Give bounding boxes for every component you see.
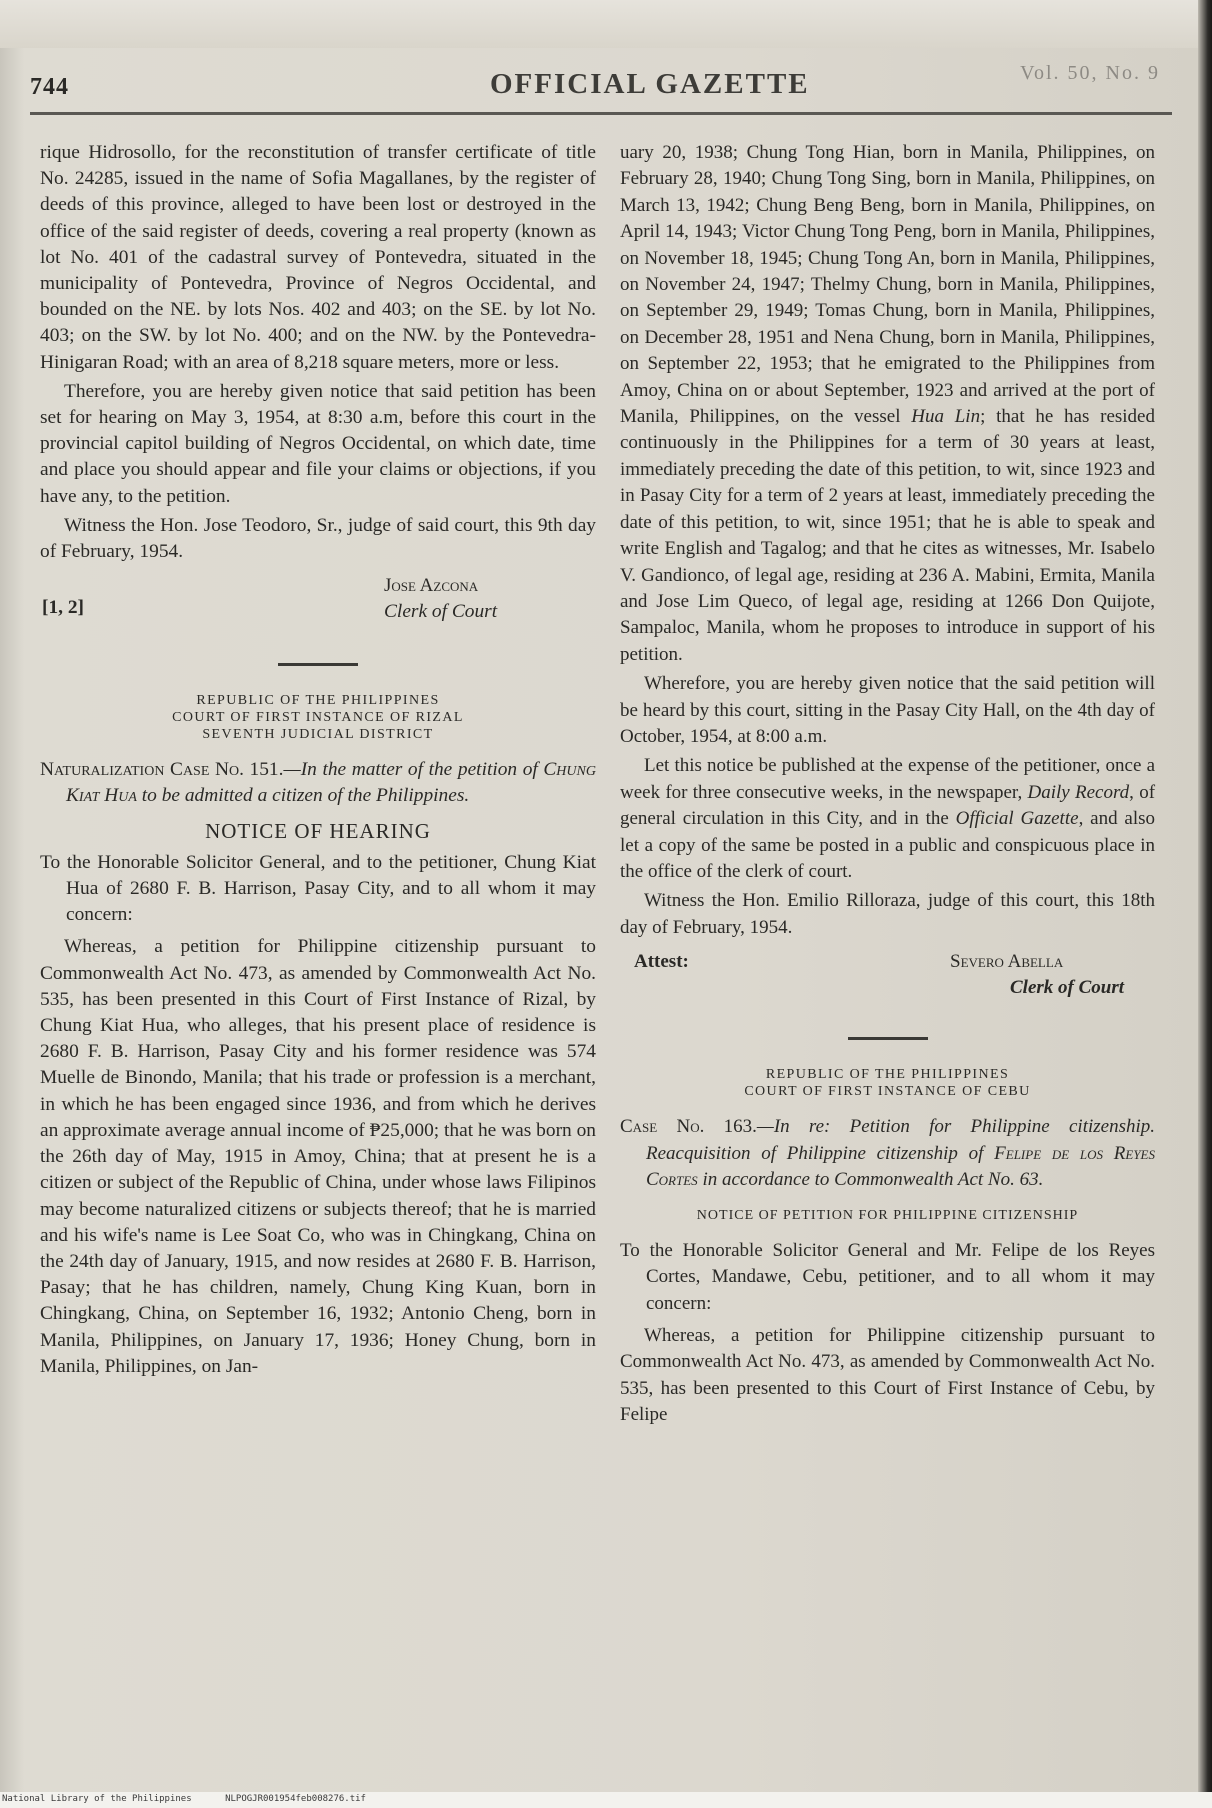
left-paragraph-4: Whereas, a petition for Philippine citizenship pursuant to Commonwealth Act No. 473, as amended by Commonwealth Act No. 535, has been presented in this Court of First Instance of Rizal, by Chung Kiat Hua, who alleges, that his present place of residence is 2680 F. B. Harrison, Pasay City and his former residence was 574 Muelle de Binondo, Manila; that his trade or profession is a merchant, in which he has been engaged since 1936, and from which he derives an approximate average annual income of ₱25,000; that he was born on the 26th day of May, 1915 in Amoy, China; that at present he is a citizen or subject of the Republic of China, under whose laws Filipinos may become naturalized citizens or subjects thereof; that he is married and his wife's name is Lee Soat Co, who was in Chingkang, China on the 24th day of January, 1915, and now resides at 2680 F. B. Harrison, Pasay; that he has children, namely, Chung King Kuan, born in Chingkang, China, on September 16, 1932; Antonio Cheng, born in Manila, Philippines, on January 17, 1936; Honey Chung, born in Manila, Philippines, on Jan-	[40, 936, 596, 1377]
issue-reference: [1, 2]	[42, 597, 85, 619]
court-heading-line: REPUBLIC OF THE PHILIPPINES	[765, 1067, 1010, 1083]
page-header	[30, 58, 1170, 98]
section-divider	[848, 1037, 928, 1040]
case-title	[40, 757, 596, 809]
publication-text-2: , of general circulation in this City, and in the	[620, 781, 1156, 830]
case-title	[620, 1114, 1155, 1193]
case-label: Naturalization Case No. 151.	[40, 759, 284, 781]
court-heading-line: REPUBLIC OF THE PHILIPPINES	[196, 693, 440, 709]
right-paragraph-1-text: uary 20, 1938; Chung Tong Hian, born in Manila, Philippines, on February 28, 1940; Chung Tong Sing, born in Manila, Philippines, on March 13, 1942; Chung Beng Beng, born in Manila, Philippines, on April 14, 1943; Victor Chung Tong Peng, born in Manila, Philippines, on November 18, 1945; Chung Tong An, born in Manila, Philippines, on November 24, 1947; Thelmy Chung, born in Manila, Philippines, on September 29, 1949; Tomas Chung, born in Manila, Philippines, on December 28, 1951 and Nena Chung, born in Manila, Philippines, on September 22, 1953; that he emigrated to the Philippines from Amoy, China on or about September, 1923 and arrived at the port of Manila, Philippines, on the vessel	[620, 142, 1155, 428]
scan-footer	[0, 1792, 1212, 1808]
publication-text-3: , and also let a copy of the same be posted in a public and conspicuous place in the office of the clerk of court.	[620, 808, 1155, 882]
scan-top-margin	[0, 0, 1212, 48]
running-title: OFFICIAL GAZETTE	[490, 68, 810, 100]
right-paragraph-4: Witness the Hon. Emilio Rilloraza, judge of this court, this 18th day of February, 1954.	[620, 890, 1155, 938]
right-paragraph-1-rest: ; that he has resided continuously in the Philippines for a term of 30 years at least, immediately preceding the date of this petition, to wit, since 1923 and in Pasay City for a term of 2 years at least, immediately preceding the date of this petition, to wit, since 1951; that he is able to speak and write English and Tagalog; and that he cites as witnesses, Mr. Isabelo V. Gandionco, of legal age, residing at 236 A. Mabini, Ermita, Manila and Jose Lim Queco, of legal age, residing at 1266 Don Quijote, Sampaloc, Manila, whom he proposes to introduce in support of his petition.	[620, 406, 1155, 665]
publication-text: Let this notice be published at the expense of the petitioner, once a week for three consecutive weeks, in the newspaper,	[620, 755, 1155, 803]
right-paragraph-5: Whereas, a petition for Philippine citizenship pursuant to Commonwealth Act No. 473, as amended by Commonwealth Act No. 535, has been presented to this Court of First Instance of Cebu, by Felipe	[620, 1325, 1155, 1426]
header-rule	[30, 112, 1172, 115]
court-heading-line: COURT OF FIRST INSTANCE OF RIZAL	[172, 710, 464, 726]
right-column	[620, 140, 1155, 1432]
left-column	[40, 140, 596, 1383]
attest-name: Severo Abella	[950, 951, 1064, 973]
case-description-end: in accordance to Commonwealth Act No. 63.	[697, 1169, 1044, 1190]
notice-title: NOTICE OF HEARING	[205, 818, 431, 843]
scan-binding-edge	[1198, 0, 1212, 1808]
case-description: —In re: Petition for Philippine citizenship. Reacquisition of Philippine citizenship of	[646, 1116, 1156, 1164]
signature-block	[40, 573, 596, 635]
left-paragraph-1: rique Hidrosollo, for the reconstitution of transfer certificate of title No. 24285, issued in the name of Sofia Magallanes, by the register of deeds of this province, alleged to have been lost or destroyed in the office of the said register of deeds, covering a real property (known as lot No. 401 of the cadastral survey of Pontevedra, situated in the municipality of Pontevedra, Province of Negros Occidental, and bounded on the NE. by lots Nos. 402 and 403; on the SE. by lot No. 403; on the SW. by lot No. 400; and on the NW. by the Pontevedra-Hinigaran Road; with an area of 8,218 square meters, more or less.	[40, 142, 596, 373]
left-paragraph-2: Therefore, you are hereby given notice that said petition has been set for hearing on May 3, 1954, at 8:30 a.m, before this court in the provincial capitol building of Negros Occidental, on which date, time and place you should appear and file your claims or objections, if you have any, to the petition.	[40, 380, 596, 507]
newspaper-name: Daily Record	[1027, 781, 1130, 803]
signatory-name: Jose Azcona	[384, 575, 479, 597]
petitioner-name: Chung Kiat Hua	[66, 759, 596, 807]
vessel-name: Hua Lin	[911, 406, 981, 428]
court-heading	[620, 1066, 1155, 1100]
case-description-end: to be admitted a citizen of the Philippines.	[136, 785, 470, 807]
court-heading-line: COURT OF FIRST INSTANCE OF CEBU	[744, 1084, 1031, 1100]
attest-title: Clerk of Court	[1010, 977, 1125, 999]
attest-label: Attest:	[634, 951, 689, 973]
page-number: 744	[30, 74, 69, 100]
petitioner-name: Felipe de los Reyes Cortes	[646, 1142, 1155, 1190]
attest-block	[620, 949, 1155, 1009]
right-paragraph-2: Wherefore, you are hereby given notice that the said petition will be heard by this court, sitting in the Pasay City Hall, on the 4th day of October, 1954, at 8:00 a.m.	[620, 673, 1155, 747]
signatory-title: Clerk of Court	[384, 601, 498, 623]
scan-filename: NLPOGJR001954feb008276.tif	[225, 1794, 366, 1804]
section-divider	[278, 663, 358, 666]
right-paragraph-1	[620, 140, 1155, 668]
library-credit: National Library of the Philippines	[2, 1794, 192, 1804]
notice-address: To the Honorable Solicitor General and Mr. Felipe de los Reyes Cortes, Mandawe, Cebu, petitioner, and to all whom it may concern:	[620, 1239, 1155, 1314]
court-heading	[40, 692, 596, 743]
gazette-name: Official Gazette	[955, 808, 1079, 830]
notice-address: To the Honorable Solicitor General, and to the petitioner, Chung Kiat Hua of 2680 F. B. Harrison, Pasay City, and to all whom it may concern:	[40, 851, 596, 926]
right-paragraph-3	[620, 753, 1155, 885]
case-description: —In the matter of the petition of	[283, 759, 544, 781]
left-paragraph-3: Witness the Hon. Jose Teodoro, Sr., judge of said court, this 9th day of February, 1954.	[40, 514, 596, 563]
case-label: Case No. 163.	[620, 1116, 757, 1138]
notice-title: NOTICE OF PETITION FOR PHILIPPINE CITIZENSHIP	[696, 1208, 1079, 1224]
volume-reference: Vol. 50, No. 9	[1020, 62, 1160, 84]
court-heading-line: SEVENTH JUDICIAL DISTRICT	[202, 727, 434, 743]
